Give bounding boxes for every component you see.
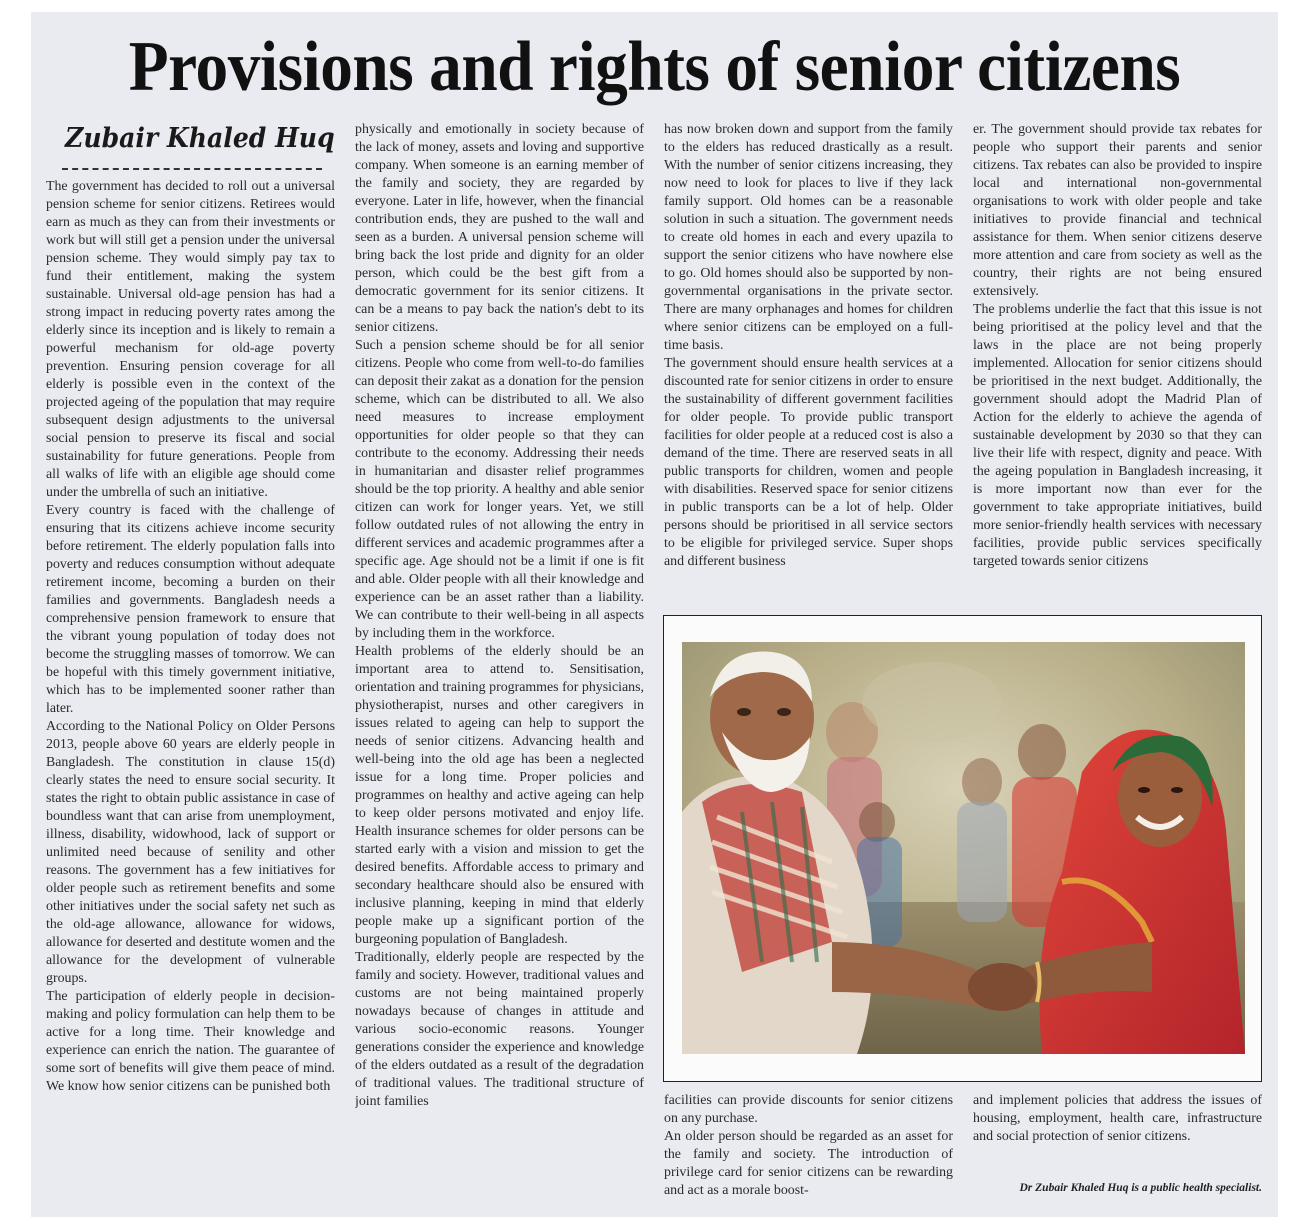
byline: Zubair Khaled Huq xyxy=(65,123,335,154)
article-column-1 xyxy=(46,178,335,1206)
paragraph: has now broken down and support from the family to the elders has reduced drastically as a result. With the number of senior citizens increasing, they now need to look for places to live if they lack family support. Old homes can be a reasonable solution in such a situation. The government needs to create old homes in each and every upazila to support the senior citizens who have nowhere else to go. Old homes should also be supported by non-governmental organisations in the private sector. There are many orphanages and homes for children where senior citizens can be employed on a full-time basis. xyxy=(664,122,953,353)
paragraph: er. The government should provide tax rebates for people who support their parents and senior citizens. Tax rebates can also be provided to inspire local and international non-governmental organisations to work with older people and take initiatives to provide financial and technical assistance for them. When senior citizens deserve more attention and care from society as well as the country, their rights are not being ensured extensively. xyxy=(973,122,1262,299)
paragraph: and implement policies that address the issues of housing, employment, health care, infrastructure and social protection of senior citizens. xyxy=(973,1093,1262,1144)
article-column-4 xyxy=(973,121,1262,606)
paragraph: The participation of elderly people in decision-making and policy formulation can help them to be active for a long time. Their knowledge and experience can enrich the nation. The guarantee of some sort of benefits will give them peace of mind. We know how senior citizens can be punished both xyxy=(46,989,335,1094)
author-bio: Dr Zubair Khaled Huq is a public health specialist. xyxy=(1019,1182,1262,1194)
paragraph: The government should ensure health services at a discounted rate for senior citizens in order to ensure the sustainability of different government facilities for older people. To provide public transport facilities for older people at a reduced cost is also a demand of the time. There are reserved seats in all public transports for children, women and people with disabilities. Reserved space for senior citizens in public transports can be a lot of help. Older persons should be prioritised in all service sectors to be eligible for privileged service. Super shops and different business xyxy=(664,356,953,569)
article-column-4-continued xyxy=(973,1092,1262,1182)
headline: Provisions and rights of senior citizens xyxy=(128,28,1181,106)
article-column-3-continued xyxy=(664,1092,953,1206)
paragraph: An older person should be regarded as an asset for the family and society. The introduction of privilege card for senior citizens can be rewarding and act as a morale boost- xyxy=(664,1129,953,1198)
article-photo xyxy=(682,642,1245,1054)
paragraph: The government has decided to roll out a universal pension scheme for senior citizens. Retirees would earn as much as they can from their investments or work but will still get a pension under the universal pension scheme. They would simply pay tax to fund their entitlement, making the system sustainable. Universal old-age pension has had a strong impact in reducing poverty rates among the elderly since its inception and is likely to remain a powerful mechanism for old-age poverty prevention. Ensuring pension coverage for all elderly is possible even in the context of the projected ageing of the population that may require subsequent design adjustments to the universal social pension to preserve its fiscal and social sustainability for future generations. People from all walks of life with an eligible age should come under the umbrella of such an initiative. xyxy=(46,179,335,500)
article-column-2 xyxy=(355,121,644,1206)
paragraph: Health problems of the elderly should be an important area to attend to. Sensitisation, orientation and training programmes for physicians, physiotherapist, nurses and other caregivers in issues related to ageing can help to support the needs of senior citizens. Advancing health and well-being into the old age has been a neglected issue for a long time. Proper policies and programmes on healthy and active ageing can help to keep older persons motivated and enjoy life. Health insurance schemes for older persons can be started early with a vision and mission to get the desired benefits. Affordable access to primary and secondary healthcare should also be ensured with inclusive planning, keeping in mind that elderly people make up a significant portion of the burgeoning population of Bangladesh. xyxy=(355,644,644,947)
byline-divider xyxy=(62,168,322,170)
paragraph: Traditionally, elderly people are respected by the family and society. However, traditional values and customs are not being maintained properly nowadays because of changes in attitude and various socio-economic reasons. Younger generations consider the experience and knowledge of the elders outdated as a result of the degradation of traditional values. The traditional structure of joint families xyxy=(355,950,644,1109)
paragraph: facilities can provide discounts for senior citizens on any purchase. xyxy=(664,1093,953,1126)
paragraph: Every country is faced with the challenge of ensuring that its citizens achieve income security before retirement. The elderly population falls into poverty and reduces consumption without adequate retirement income, becoming a burden on their families and governments. Bangladesh needs a comprehensive pension framework to ensure that the vibrant young population of today does not become the struggling masses of tomorrow. We can be hopeful with this timely government initiative, which has to be implemented sooner rather than later. xyxy=(46,503,335,716)
newspaper-page xyxy=(31,12,1278,1217)
paragraph: Such a pension scheme should be for all senior citizens. People who come from well-to-do families can deposit their zakat as a donation for the pension scheme, which can be distributed to all. We also need measures to increase employment opportunities for older people so that they can contribute to the economy. Addressing their needs in humanitarian and disaster relief programmes should be the top priority. A healthy and able senior citizen can work for longer years. Yet, we still follow outdated rules of not allowing the entry in different services and academic programmes after a specific age. Age should not be a limit if one is fit and able. Older people with all their knowledge and experience can be an asset rather than a liability. We can contribute to their well-being in all aspects by including them in the workforce. xyxy=(355,338,644,641)
photo-frame xyxy=(663,615,1262,1082)
paragraph: physically and emotionally in society because of the lack of money, assets and loving and supportive company. When someone is an earning member of the family and society, they are regarded by everyone. Later in life, however, when the financial contribution ends, they are pushed to the wall and seen as a burden. A universal pension scheme will bring back the lost pride and dignity for an older person, which could be the best gift from a democratic government for its senior citizens. It can be a means to pay back the nation's debt to its senior citizens. xyxy=(355,122,644,335)
article-column-3 xyxy=(664,121,953,606)
paragraph: The problems underlie the fact that this issue is not being prioritised at the policy level and that the laws in the place are not being properly implemented. Allocation for senior citizens should be prioritised in the next budget. Additionally, the government should adopt the Madrid Plan of Action for the elderly to achieve the agenda of sustainable development by 2030 so that they can live their life with respect, dignity and peace. With the ageing population in Bangladesh increasing, it is more important now than ever for the government to take appropriate initiatives, build more senior-friendly health services with necessary facilities, provide public services specifically targeted towards senior citizens xyxy=(973,302,1262,569)
paragraph: According to the National Policy on Older Persons 2013, people above 60 years are elderly people in Bangladesh. The constitution in clause 15(d) clearly states the need to ensure social security. It states the right to obtain public assistance in case of boundless want that can arise from unemployment, illness, disability, widowhood, lack of support or unlimited need because of senility and other reasons. The government has a few initiatives for older people such as retirement benefits and some other initiatives under the social safety net such as the old-age allowance, allowance for widows, allowance for deserted and destitute women and the allowance for the development of vulnerable groups. xyxy=(46,719,335,986)
